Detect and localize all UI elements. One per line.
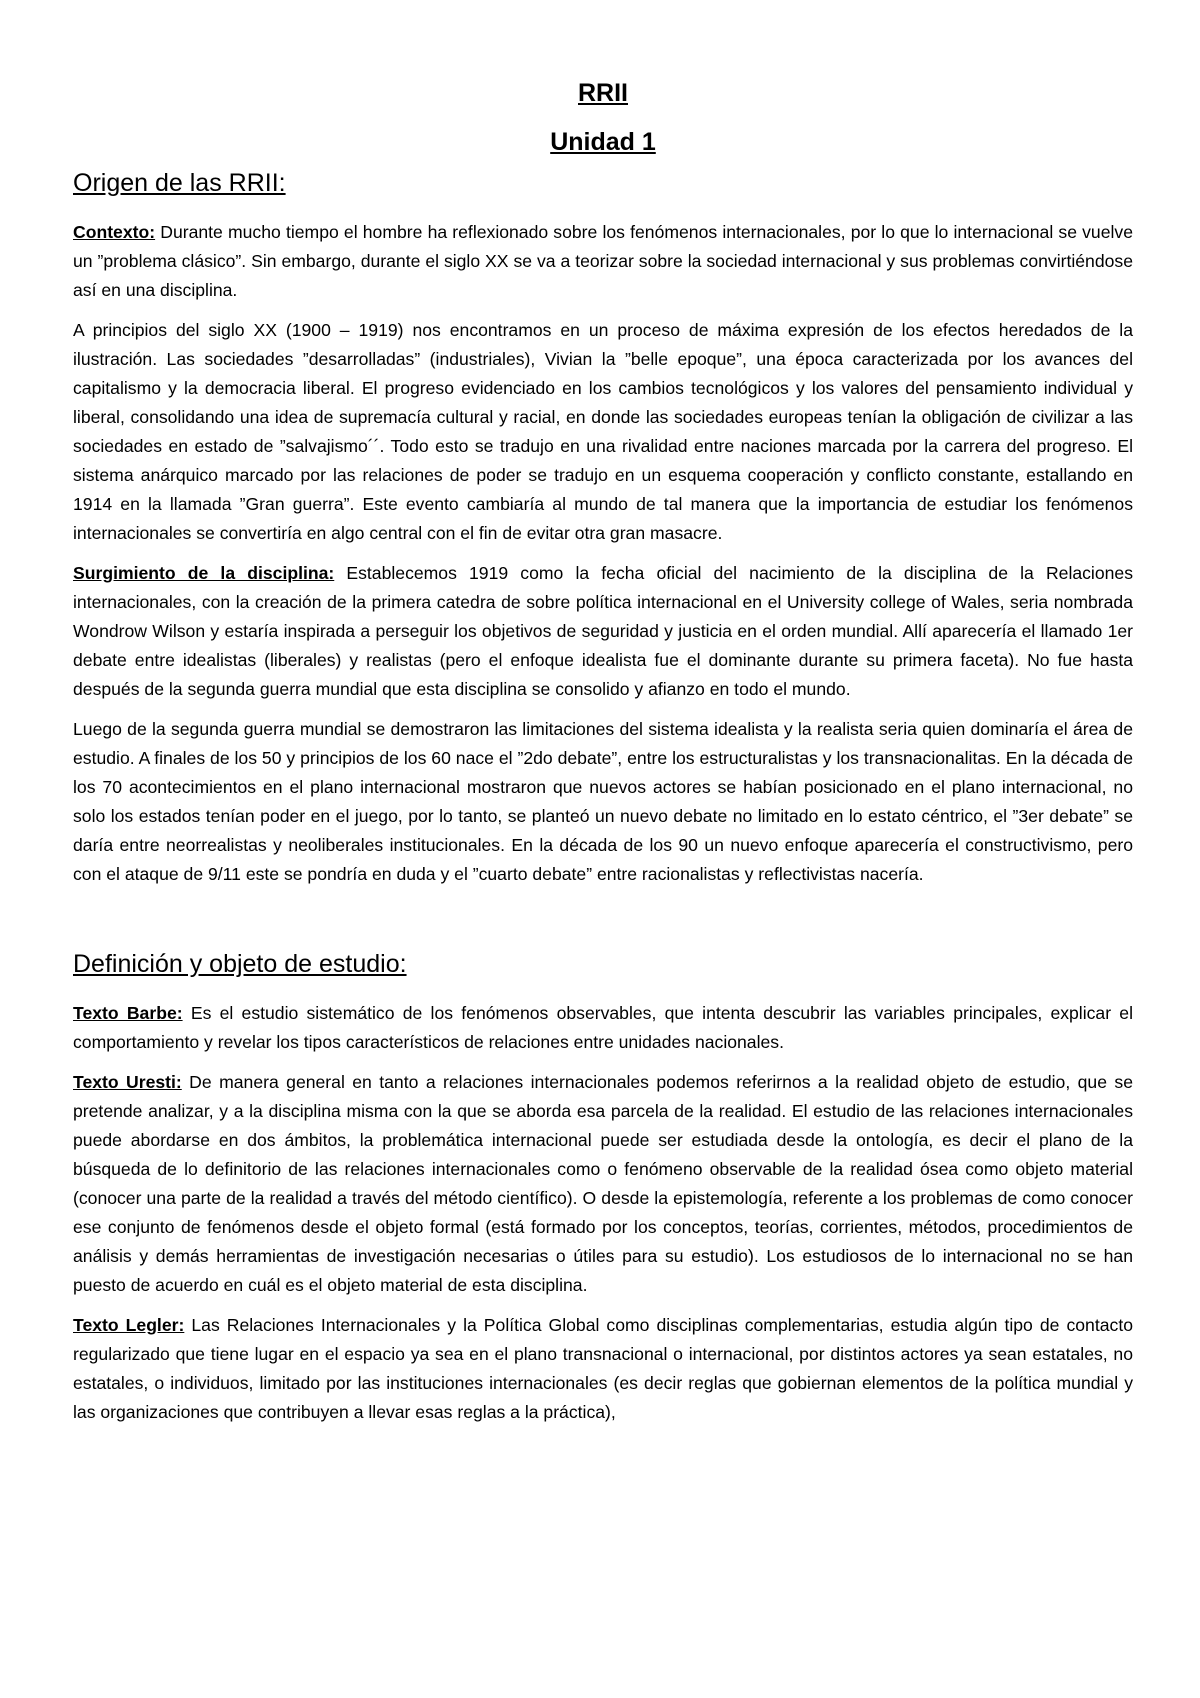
paragraph-text-legler: Las Relaciones Internacionales y la Política Global como disciplinas complementarias, estudia algún tipo de contacto regularizado que tiene lugar en el espacio ya sea en el plano transnacional o internacional, por distintos actores ya sean estatales, no estatales, o individuos, limitado por las instituciones internacionales (es decir reglas que gobiernan elementos de la política mundial y las organizaciones que contribuyen a llevar esas reglas a la práctica), <box>73 1315 1133 1422</box>
paragraph-contexto <box>73 218 1133 305</box>
paragraph-uresti <box>73 1068 1133 1300</box>
paragraph-principios-siglo: A principios del siglo XX (1900 – 1919) nos encontramos en un proceso de máxima expresión de los efectos heredados de la ilustración. Las sociedades ”desarrolladas” (industriales), Vivian la ”belle epoque”, una época caracterizada por los avances del capitalismo y la democracia liberal. El progreso evidenciado en los cambios tecnológicos y los valores del pensamiento individual y liberal, consolidando una idea de supremacía cultural y racial, en donde las sociedades europeas tenían la obligación de civilizar a las sociedades en estado de ”salvajismo´´. Todo esto se tradujo en una rivalidad entre naciones marcada por la carrera del progreso. El sistema anárquico marcado por las relaciones de poder se tradujo en un esquema cooperación y conflicto constante, estallando en 1914 en la llamada ”Gran guerra”. Este evento cambiaría al mundo de tal manera que la importancia de estudiar los fenómenos internacionales se convertiría en algo central con el fin de evitar otra gran masacre. <box>73 320 1133 543</box>
paragraph-surgimiento <box>73 559 1133 704</box>
paragraph-segunda-guerra: Luego de la segunda guerra mundial se demostraron las limitaciones del sistema idealista y la realista seria quien dominaría el área de estudio. A finales de los 50 y principios de los 60 nace el ”2do debate”, entre los estructuralistas y los transnacionalitas. En la década de los 70 acontecimientos en el plano internacional mostraron que nuevos actores se habían posicionado en el plano internacional, no solo los estados tenían poder en el juego, por lo tanto, se planteó un nuevo debate no limitado en lo estato céntrico, el ”3er debate” se daría entre neorrealistas y neoliberales institucionales. En la década de los 90 un nuevo enfoque aparecería el constructivismo, pero con el ataque de 9/11 este se pondría en duda y el ”cuarto debate” entre racionalistas y reflectivistas nacería. <box>73 719 1133 884</box>
section-origen <box>73 166 1133 889</box>
document-page <box>73 72 1133 1438</box>
paragraph-label-legler: Texto Legler: <box>73 1315 185 1335</box>
paragraph-label-uresti: Texto Uresti: <box>73 1072 182 1092</box>
paragraph-text-surgimiento: Establecemos 1919 como la fecha oficial del nacimiento de la disciplina de la Relaciones internacionales, con la creación de la primera catedra de sobre política internacional en el University college of Wales, seria nombrada Wondrow Wilson y estaría inspirada a perseguir los objetivos de seguridad y justicia en el orden mundial. Allí aparecería el llamado 1er debate entre idealistas (liberales) y realistas (pero el enfoque idealista fue el dominante durante su primera faceta). No fue hasta después de la segunda guerra mundial que esta disciplina se consolido y afianzo en todo el mundo. <box>73 563 1133 699</box>
paragraph-barbe <box>73 999 1133 1057</box>
section-heading-origen: Origen de las RRII: <box>73 169 286 197</box>
paragraph-text-uresti: De manera general en tanto a relaciones internacionales podemos referirnos a la realidad objeto de estudio, que se pretende analizar, y a la disciplina misma con la que se aborda esa parcela de la realidad. El estudio de las relaciones internacionales puede abordarse en dos ámbitos, la problemática internacional puede ser estudiada desde la ontología, es decir el plano de la búsqueda de lo definitorio de las relaciones internacionales como o fenómeno observable de la realidad ósea como objeto material (conocer una parte de la realidad a través del método científico). O desde la epistemología, referente a los problemas de como conocer ese conjunto de fenómenos desde el objeto formal (está formado por los conceptos, teorías, corrientes, métodos, procedimientos de análisis y demás herramientas de investigación necesarias o útiles para su estudio). Los estudiosos de lo internacional no se han puesto de acuerdo en cuál es el objeto material de esta disciplina. <box>73 1072 1133 1295</box>
paragraph-label-contexto: Contexto: <box>73 222 156 242</box>
paragraph-label-surgimiento: Surgimiento de la disciplina: <box>73 563 335 583</box>
paragraph-text-barbe: Es el estudio sistemático de los fenómenos observables, que intenta descubrir las variables principales, explicar el comportamiento y revelar los tipos característicos de relaciones entre unidades nacionales. <box>73 1003 1134 1052</box>
document-subtitle: Unidad 1 <box>550 128 656 156</box>
paragraph-label-barbe: Texto Barbe: <box>73 1003 183 1023</box>
section-heading-definicion: Definición y objeto de estudio: <box>73 950 407 978</box>
section-definicion <box>73 947 1133 1427</box>
paragraph-legler <box>73 1311 1133 1427</box>
document-title: RRII <box>578 79 628 107</box>
paragraph-text-contexto: Durante mucho tiempo el hombre ha reflexionado sobre los fenómenos internacionales, por lo que lo internacional se vuelve un ”problema clásico”. Sin embargo, durante el siglo XX se va a teorizar sobre la sociedad internacional y sus problemas convirtiéndose así en una disciplina. <box>73 222 1133 300</box>
